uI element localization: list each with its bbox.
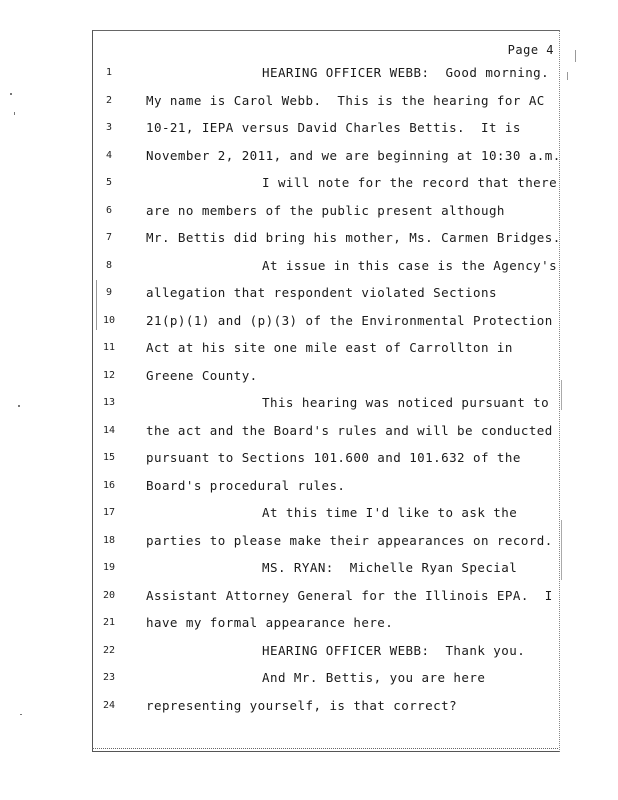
transcript-line: I will note for the record that there — [262, 175, 558, 190]
page-number: Page 4 — [507, 43, 554, 57]
scan-speck — [18, 405, 20, 407]
transcript-line: My name is Carol Webb. This is the hearing for AC — [146, 93, 545, 108]
scan-speck — [575, 50, 576, 62]
transcript-line: have my formal appearance here. — [146, 615, 394, 630]
line-number: 24 — [102, 700, 116, 711]
scan-speck — [20, 714, 22, 715]
scan-speck — [14, 112, 15, 115]
line-number: 14 — [102, 425, 116, 436]
bottom-rule — [92, 748, 558, 749]
transcript-line: November 2, 2011, and we are beginning at 10:30 a.m. — [146, 148, 561, 163]
line-number: 23 — [102, 672, 116, 683]
transcript-line: Mr. Bettis did bring his mother, Ms. Carmen Bridges. — [146, 230, 561, 245]
transcript-line: allegation that respondent violated Sections — [146, 285, 497, 300]
transcript-line: And Mr. Bettis, you are here — [262, 670, 486, 685]
line-number: 7 — [105, 232, 113, 243]
transcript-line: parties to please make their appearances on record. — [146, 533, 553, 548]
scan-speck — [567, 72, 568, 80]
line-number: 19 — [102, 562, 116, 573]
transcript-line: Act at his site one mile east of Carrollton in — [146, 340, 513, 355]
line-number: 18 — [102, 535, 116, 546]
line-number: 12 — [102, 370, 116, 381]
scan-speck — [10, 93, 12, 95]
transcript-line: Greene County. — [146, 368, 258, 383]
transcript-line: the act and the Board's rules and will be conducted — [146, 423, 553, 438]
transcript-line: representing yourself, is that correct? — [146, 698, 458, 713]
line-number: 11 — [102, 342, 116, 353]
scan-speck — [561, 380, 562, 410]
line-number: 20 — [102, 590, 116, 601]
line-number: 13 — [102, 397, 116, 408]
transcript-line: MS. RYAN: Michelle Ryan Special — [262, 560, 518, 575]
line-number: 8 — [105, 260, 113, 271]
line-number: 17 — [102, 507, 116, 518]
transcript-line: are no members of the public present although — [146, 203, 505, 218]
transcript-line: pursuant to Sections 101.600 and 101.632 of the — [146, 450, 521, 465]
transcript-line: At this time I'd like to ask the — [262, 505, 518, 520]
line-number: 9 — [105, 287, 113, 298]
transcript-line: 10-21, IEPA versus David Charles Bettis. It is — [146, 120, 521, 135]
line-number: 10 — [102, 315, 116, 326]
line-number: 5 — [105, 177, 113, 188]
transcript-line: HEARING OFFICER WEBB: Thank you. — [262, 643, 526, 658]
line-number: 15 — [102, 452, 116, 463]
transcript-line: 21(p)(1) and (p)(3) of the Environmental Protection — [146, 313, 553, 328]
transcript-line: Assistant Attorney General for the Illinois EPA. I — [146, 588, 553, 603]
line-number: 6 — [105, 205, 113, 216]
line-number: 2 — [105, 95, 113, 106]
transcript-line: At issue in this case is the Agency's — [262, 258, 558, 273]
line-number: 16 — [102, 480, 116, 491]
transcript-line: HEARING OFFICER WEBB: Good morning. — [262, 65, 550, 80]
transcript-line: This hearing was noticed pursuant to — [262, 395, 550, 410]
scan-speck — [96, 280, 97, 330]
line-number: 4 — [105, 150, 113, 161]
line-number: 21 — [102, 617, 116, 628]
line-number: 22 — [102, 645, 116, 656]
line-number: 3 — [105, 122, 113, 133]
scan-speck — [561, 520, 562, 580]
transcript-line: Board's procedural rules. — [146, 478, 346, 493]
line-number: 1 — [105, 67, 113, 78]
